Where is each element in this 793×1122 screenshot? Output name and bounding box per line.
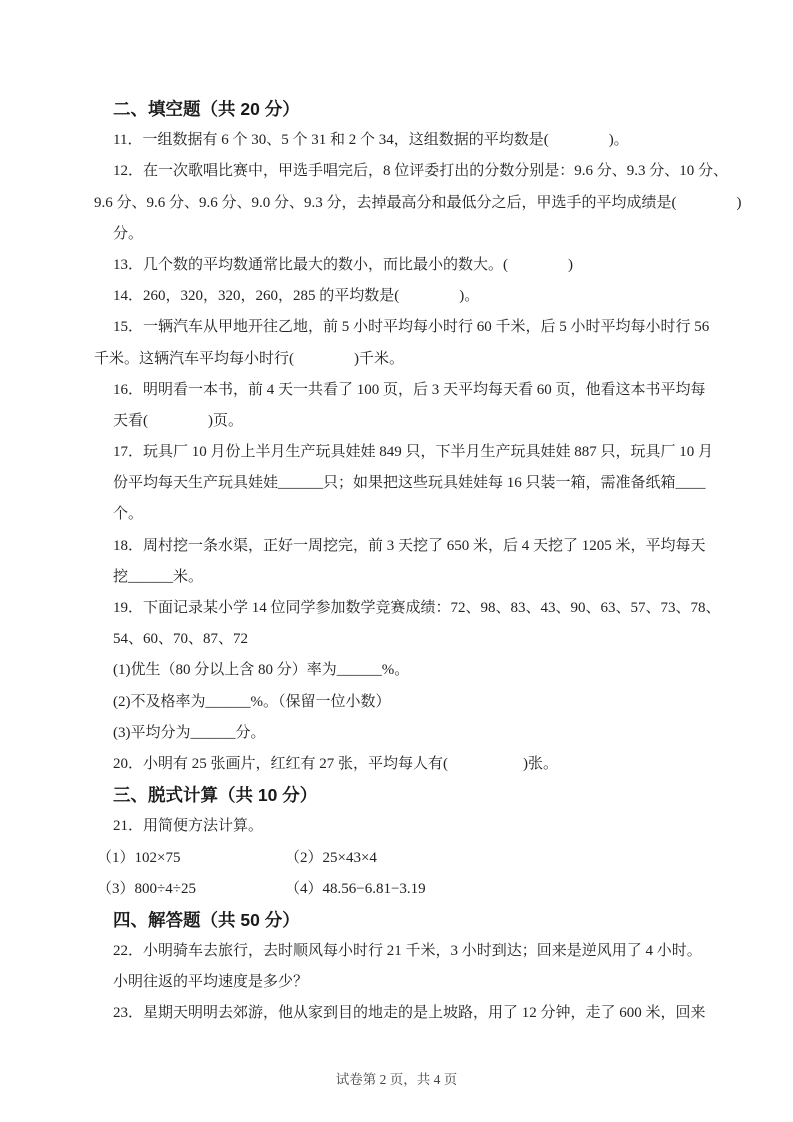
question-12-line-2: 9.6 分、9.6 分、9.6 分、9.0 分、9.3 分，去掉最高分和最低分之后，甲选手的平均成绩是( ) bbox=[94, 194, 742, 211]
question-17-line-1: 17．玩具厂 10 月份上半月生产玩具娃娃 849 只，下半月生产玩具娃娃 887 只，玩具厂 10 月 bbox=[113, 444, 714, 461]
question-16-line-1: 16．明明看一本书，前 4 天一共看了 100 页，后 3 天平均每天看 60 页，他看这本书平均每 bbox=[113, 381, 706, 398]
question-15-line-1: 15．一辆汽车从甲地开往乙地，前 5 小时平均每小时行 60 千米，后 5 小时平均每小时行 56 bbox=[113, 319, 710, 336]
question-17-line-3: 个。 bbox=[113, 506, 144, 523]
calc-item-2: （2）25×43×4 bbox=[285, 849, 377, 866]
question-21-intro: 21．用简便方法计算。 bbox=[113, 818, 264, 835]
question-15-line-2: 千米。这辆汽车平均每小时行( )千米。 bbox=[94, 350, 404, 367]
question-16-line-2: 天看( )页。 bbox=[113, 412, 243, 429]
section-heading-step-calculation: 三、脱式计算（共 10 分） bbox=[113, 785, 318, 806]
question-11: 11．一组数据有 6 个 30、5 个 31 和 2 个 34，这组数据的平均数是( )。 bbox=[113, 132, 629, 149]
question-19-line-2: 54、60、70、87、72 bbox=[113, 631, 249, 648]
question-22-line-1: 22．小明骑车去旅行，去时顺风每小时行 21 千米，3 小时到达；回来是逆风用了 4 小时。 bbox=[113, 943, 702, 960]
calc-item-1: （1）102×75 bbox=[97, 849, 181, 866]
question-19-subitem-1: (1)优生（80 分以上含 80 分）率为______%。 bbox=[113, 662, 410, 679]
section-heading-word-problems: 四、解答题（共 50 分） bbox=[113, 909, 300, 930]
question-13: 13．几个数的平均数通常比最大的数小，而比最小的数大。( ) bbox=[113, 256, 573, 273]
question-14: 14．260，320，320，260，285 的平均数是( )。 bbox=[113, 288, 480, 305]
question-21-row-2 bbox=[97, 874, 733, 905]
question-19-subitem-3: (3)平均分为______分。 bbox=[113, 724, 266, 741]
question-23-line-1: 23．星期天明明去郊游，他从家到目的地走的是上坡路，用了 12 分钟，走了 600 米，回来 bbox=[113, 1005, 706, 1022]
question-18-line-1: 18．周村挖一条水渠，正好一周挖完，前 3 天挖了 650 米，后 4 天挖了 1205 米，平均每天 bbox=[113, 537, 706, 554]
paper-content bbox=[94, 94, 742, 1030]
question-17-line-2: 份平均每天生产玩具娃娃______只；如果把这些玩具娃娃每 16 只装一箱，需准备纸箱____ bbox=[113, 475, 706, 492]
calc-item-4: （4）48.56−6.81−3.19 bbox=[285, 880, 426, 897]
question-18-line-2: 挖______米。 bbox=[113, 568, 204, 585]
question-19-subitem-2: (2)不及格率为______%。（保留一位小数） bbox=[113, 693, 391, 710]
question-21-row-1 bbox=[97, 843, 733, 874]
section-heading-fill-in-blanks: 二、填空题（共 20 分） bbox=[113, 99, 300, 119]
calc-item-3: （3）800÷4÷25 bbox=[97, 880, 196, 897]
question-19-line-1: 19．下面记录某小学 14 位同学参加数学竞赛成绩：72、98、83、43、90、63、57、73、78、 bbox=[113, 600, 721, 616]
page-footer: 试卷第 2 页，共 4 页 bbox=[335, 1072, 458, 1087]
question-12-line-3: 分。 bbox=[113, 225, 144, 242]
question-12-line-1: 12．在一次歌唱比赛中，甲选手唱完后，8 位评委打出的分数分别是：9.6 分、9.3 分、10 分、 bbox=[113, 163, 729, 180]
question-20: 20．小明有 25 张画片，红红有 27 张，平均每人有( )张。 bbox=[113, 755, 558, 772]
question-22-line-2: 小明往返的平均速度是多少？ bbox=[113, 974, 309, 991]
